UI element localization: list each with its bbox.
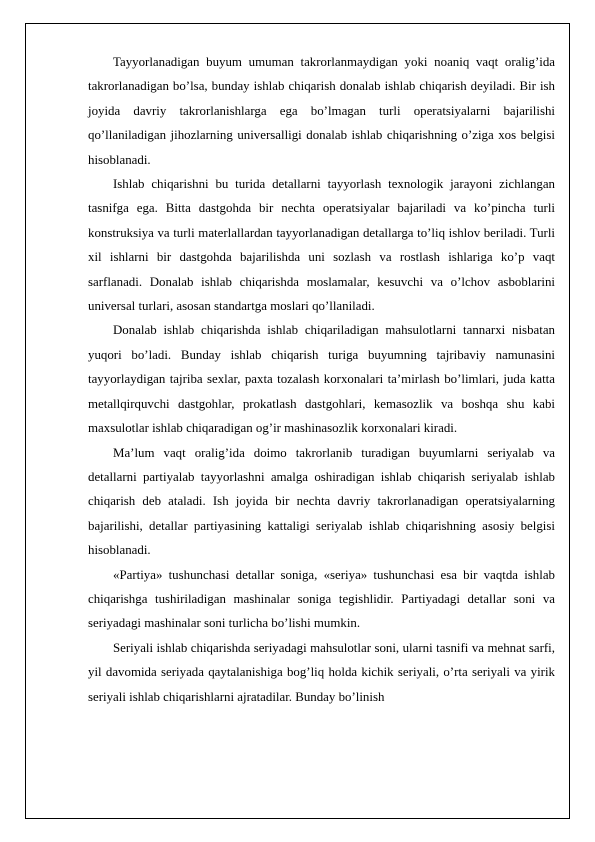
paragraph-4: Ma’lum vaqt oralig’ida doimo takrorlanib turadigan buyumlarni seriyalab va detallarni partiyalab tayyorlashni amalga oshiradigan ishlab chiqarish seriyalab ishlab chiqarish deb ataladi. Ish joyida bir nechta davriy takrorlanadigan operatsiyalarning bajarilishi, detallar partiyasining kattaligi seriyalab ishlab chiqarishning asosiy belgisi hisoblanadi. bbox=[88, 445, 555, 558]
paragraph-2: Ishlab chiqarishni bu turida detallarni tayyorlash texnologik jarayoni zichlangan tasnifga ega. Bitta dastgohda bir nechta operatsiyalar bajariladi va ko’pincha turli konstruksiya va turli materlallardan tayyorlanadigan detallarga to’liq ishlov beriladi. Turli xil ishlarni bir dastgohda bajarilishda uni sozlash va rostlash ishlariga ko’p vaqt sarflanadi. Donalab ishlab chiqarishda moslamalar, kesuvchi va o’lchov asboblarini universal turlari, asosan standartga moslari qo’llaniladi. bbox=[88, 177, 555, 314]
paragraph-6: Seriyali ishlab chiqarishda seriyadagi mahsulotlar soni, ularni tasnifi va mehnat sarfi, yil davomida seriyada qaytalanishiga bog’liq holda kichik seriyali, o’rta seriyali va yirik seriyali ishlab chiqarishlarni ajratadilar. Bunday bo’linish bbox=[88, 640, 555, 704]
document-body bbox=[88, 50, 555, 709]
paragraph-1: Tayyorlanadigan buyum umuman takrorlanmaydigan yoki noaniq vaqt oralig’ida takrorlanadigan bo’lsa, bunday ishlab chiqarish donalab ishlab chiqarish deyiladi. Bir ish joyida davriy takrorlanishlarga ega bo’lmagan turli operatsiyalarni bajarilishi qo’llaniladigan jihozlarning universalligi donalab ishlab chiqarishning o’ziga xos belgisi hisoblanadi. bbox=[88, 55, 555, 167]
paragraph-5: «Partiya» tushunchasi detallar soniga, «seriya» tushunchasi esa bir vaqtda ishlab chiqarishga tushiriladigan mashinalar soniga tegishlidir. Partiyadagi detallar soni va seriyadagi mashinalar soni turlicha bo’lishi mumkin. bbox=[88, 567, 555, 631]
paragraph-3: Donalab ishlab chiqarishda ishlab chiqariladigan mahsulotlarni tannarxi nisbatan yuqori bo’ladi. Bunday ishlab chiqarish turiga buyumning tajribaviy namunasini tayyorlaydigan tajriba sexlar, paxta tozalash korxonalari ta’mirlash bo’limlari, juda katta metallqirquvchi dastgohlar, prokatlash dastgohlari, kemasozlik va boshqa shu kabi maxsulotlar ishlab chiqaradigan og’ir mashinasozlik korxonalari kiradi. bbox=[88, 323, 555, 436]
